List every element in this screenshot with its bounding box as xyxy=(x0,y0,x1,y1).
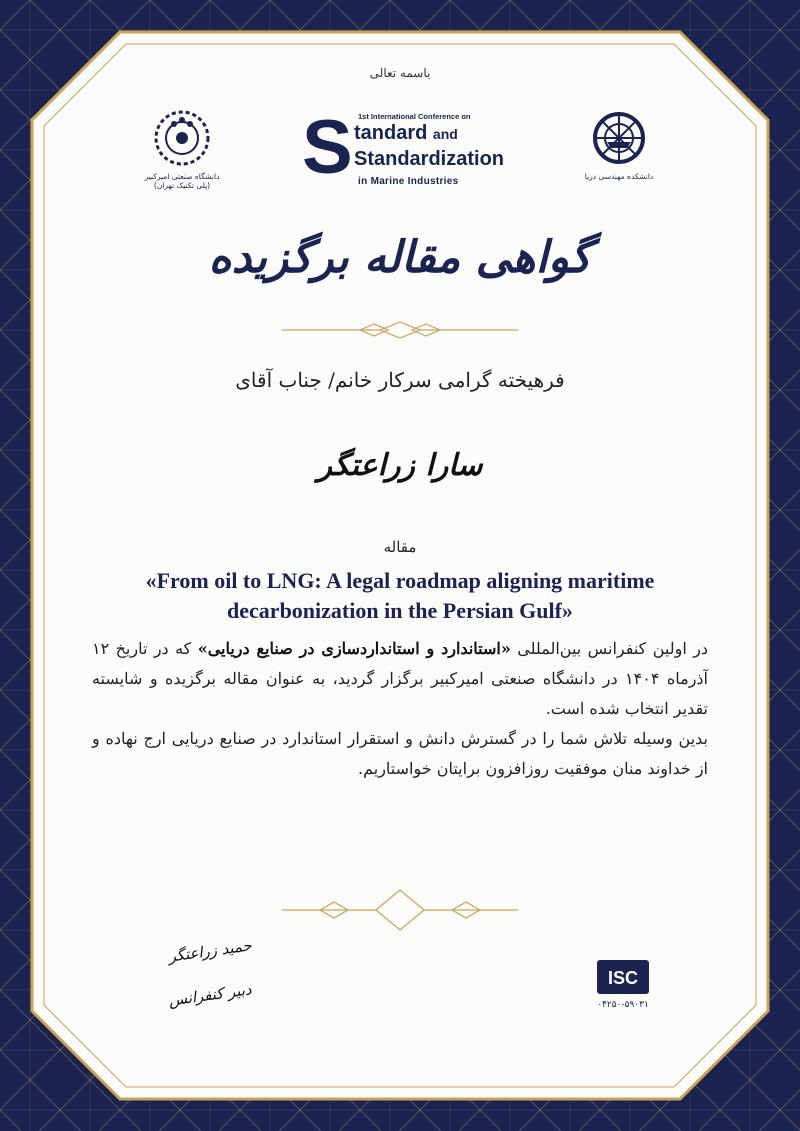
recipient-name: سارا زراعتگر xyxy=(317,448,483,483)
conference-logo xyxy=(302,105,505,192)
signature-name: حمید زراعتگر xyxy=(167,936,253,966)
isc-logo-text: ISC xyxy=(607,968,639,988)
conference-line2: Standardization xyxy=(354,148,505,170)
conference-ordinal: 1st International Conference on xyxy=(358,112,471,121)
isc-indexing-badge xyxy=(594,960,652,1010)
amirkabir-emblem-icon xyxy=(152,108,212,168)
conference-standard-word: tandard xyxy=(354,122,428,144)
ship-wheel-icon xyxy=(589,108,649,168)
conference-line1 xyxy=(354,122,458,145)
body-part2: که در تاریخ ۱۲ آذرماه ۱۴۰۴ در دانشگاه صنعتی امیرکبیر برگزار گردید، به عنوان مقاله برگزیده و شایسته تقدیر انتخاب شده است. xyxy=(92,639,708,718)
body-conference-name: «استاندارد و استانداردسازی در صنایع دریایی» xyxy=(197,639,511,658)
conference-and-word: and xyxy=(432,126,458,142)
marine-engineering-faculty-logo xyxy=(574,108,664,181)
isc-logo-icon xyxy=(597,960,649,994)
signature-block xyxy=(160,936,260,1010)
body-part3: بدین وسیله تلاش شما را در گسترش دانش و استقرار استاندارد در صنایع دریایی ارج نهاده و از خداوند منان موفقیت روزافزون برایتان خواستاریم. xyxy=(92,729,708,778)
conference-big-s: S xyxy=(302,105,353,190)
isc-code: ۰۴۲۵۰-۵۹۰۳۱ xyxy=(597,1000,649,1010)
marine-faculty-caption: دانشکده مهندسی دریا xyxy=(584,172,654,181)
amirkabir-caption: دانشگاه صنعتی امیرکبیر (پلی تکنیک تهران) xyxy=(144,172,220,190)
salutation: فرهیخته گرامی سرکار خانم/ جناب آقای xyxy=(235,368,565,392)
signature-role: دبیر کنفرانس xyxy=(167,980,253,1010)
paper-label: مقاله xyxy=(383,538,417,556)
body-part1: در اولین کنفرانس بین‌المللی xyxy=(510,639,709,658)
certificate-title: گواهی مقاله برگزیده xyxy=(208,232,592,283)
conference-line3: in Marine Industries xyxy=(358,176,459,187)
basmala: باسمه تعالی xyxy=(369,66,431,80)
certificate-body xyxy=(92,634,708,784)
paper-title: «From oil to LNG: A legal roadmap aligning maritime decarbonization in the Persian Gulf» xyxy=(145,568,655,623)
amirkabir-university-logo xyxy=(140,108,224,190)
